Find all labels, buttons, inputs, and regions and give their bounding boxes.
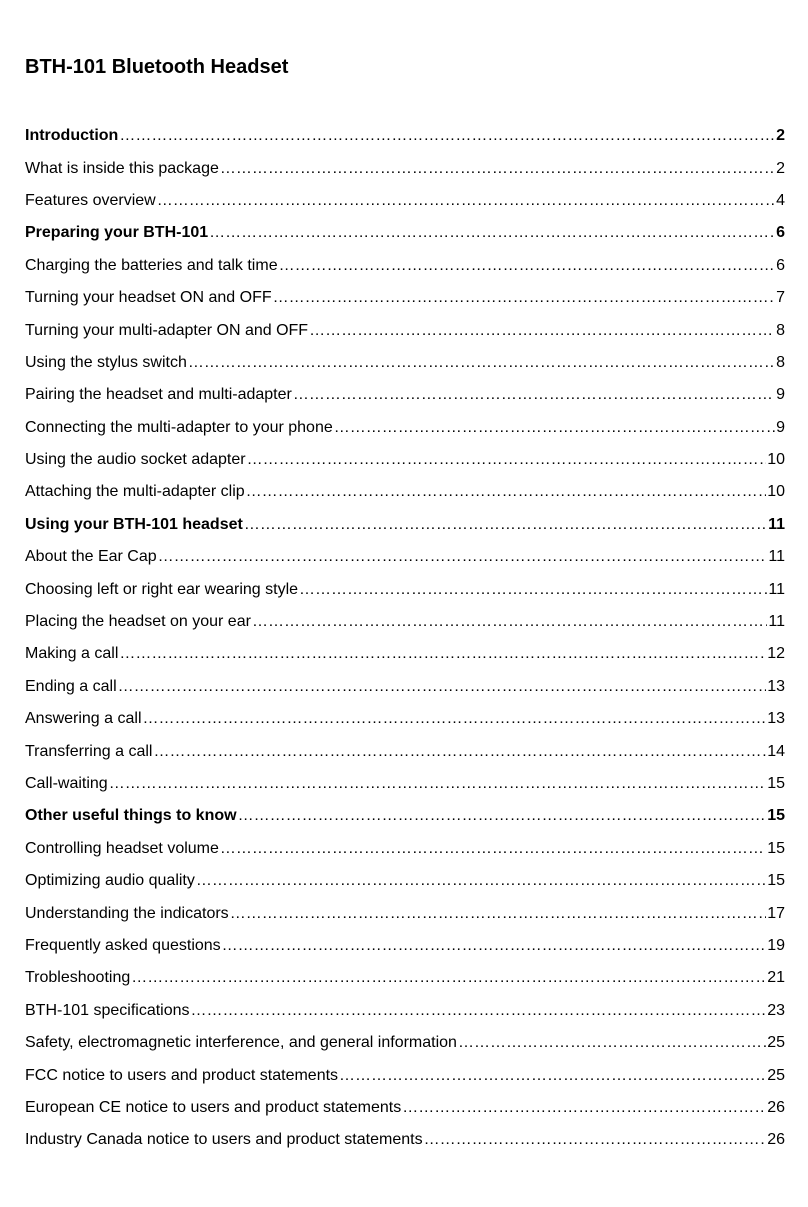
toc-entry[interactable] [25,995,785,1027]
toc-leader-dots [279,257,776,275]
toc-entry-label: Features overview [25,191,156,209]
toc-leader-dots [143,710,767,728]
toc-entry[interactable] [25,833,785,865]
toc-entry[interactable] [25,1027,785,1059]
toc-leader-dots [299,581,767,599]
toc-entry-label: Choosing left or right ear wearing style [25,580,299,598]
toc-entry-page-number: 4 [776,191,785,209]
toc-entry-label: Charging the batteries and talk time [25,256,278,274]
toc-entry[interactable] [25,962,785,994]
toc-entry-label: BTH-101 specifications [25,1001,190,1019]
toc-entry-page-number: 10 [767,483,785,501]
toc-entry-label: Using your BTH-101 headset [25,515,243,533]
toc-leader-dots [220,840,766,858]
toc-entry[interactable] [25,930,785,962]
toc-leader-dots [118,678,767,696]
toc-entry-page-number: 15 [767,807,785,825]
toc-leader-dots [222,937,767,955]
toc-entry-label: Introduction [25,127,119,145]
toc-entry-label: Preparing your BTH-101 [25,224,209,242]
toc-entry-page-number: 13 [767,677,785,695]
toc-entry[interactable] [25,282,785,314]
toc-entry-page-number: 11 [768,548,785,566]
toc-leader-dots [309,322,775,340]
toc-entry[interactable] [25,314,785,346]
toc-entry-page-number: 9 [776,386,785,404]
toc-leader-dots [252,613,767,631]
toc-entry[interactable] [25,735,785,767]
toc-leader-dots [238,807,767,825]
toc-entry-label: Turning your headset ON and OFF [25,289,272,307]
toc-entry-label: Turning your multi-adapter ON and OFF [25,321,309,339]
toc-entry-label: Optimizing audio quality [25,872,195,890]
toc-leader-dots [158,548,768,566]
document-title: BTH-101 Bluetooth Headset [25,56,289,78]
toc-entry-label: Transferring a call [25,742,153,760]
toc-entry-label: About the Ear Cap [25,548,157,566]
toc-entry-page-number: 7 [776,289,785,307]
toc-leader-dots [334,419,775,437]
toc-entry[interactable] [25,897,785,929]
toc-entry-label: Safety, electromagnetic interference, and general information [25,1034,457,1052]
toc-entry-page-number: 8 [776,321,785,339]
toc-entry-label: Connecting the multi-adapter to your phone [25,418,333,436]
toc-section-entry[interactable] [25,120,785,152]
toc-leader-dots [191,1002,767,1020]
toc-entry-label: Trobleshooting [25,969,131,987]
toc-entry-page-number: 26 [767,1131,785,1149]
toc-entry[interactable] [25,638,785,670]
toc-entry-label: European CE notice to users and product statements [25,1098,402,1116]
toc-entry-label: Other useful things to know [25,807,237,825]
toc-entry-page-number: 2 [776,159,785,177]
toc-entry-page-number: 6 [776,256,785,274]
toc-leader-dots [153,743,766,761]
toc-leader-dots [119,645,766,663]
toc-entry-label: Attaching the multi-adapter clip [25,483,245,501]
toc-entry[interactable] [25,250,785,282]
toc-section-entry[interactable] [25,800,785,832]
toc-entry-page-number: 11 [768,515,785,533]
toc-entry-page-number: 17 [767,904,785,922]
toc-leader-dots [273,289,775,307]
toc-entry-label: Placing the headset on your ear [25,613,251,631]
toc-entry[interactable] [25,768,785,800]
toc-leader-dots [424,1131,767,1149]
toc-entry[interactable] [25,1124,785,1156]
toc-entry-page-number: 21 [767,969,785,987]
toc-entry-label: Ending a call [25,677,117,695]
toc-entry-label: Pairing the headset and multi-adapter [25,386,292,404]
toc-leader-dots [131,969,766,987]
toc-entry[interactable] [25,606,785,638]
toc-entry-page-number: 15 [767,872,785,890]
toc-entry[interactable] [25,1092,785,1124]
toc-leader-dots [246,483,767,501]
toc-entry-page-number: 13 [767,710,785,728]
toc-entry-label: What is inside this package [25,159,219,177]
toc-section-entry[interactable] [25,509,785,541]
toc-entry-page-number: 12 [767,645,785,663]
toc-entry-page-number: 9 [776,418,785,436]
toc-entry[interactable] [25,671,785,703]
toc-section-entry[interactable] [25,217,785,249]
toc-entry-label: FCC notice to users and product statements [25,1066,339,1084]
toc-leader-dots [209,224,775,242]
toc-entry[interactable] [25,444,785,476]
toc-entry[interactable] [25,476,785,508]
toc-entry-page-number: 23 [767,1001,785,1019]
toc-entry-label: Frequently asked questions [25,936,221,954]
toc-entry[interactable] [25,1059,785,1091]
toc-entry[interactable] [25,412,785,444]
toc-leader-dots [458,1034,766,1052]
toc-entry-label: Industry Canada notice to users and product statements [25,1131,423,1149]
toc-entry-label: Using the audio socket adapter [25,451,246,469]
toc-entry-label: Making a call [25,645,119,663]
toc-entry-page-number: 6 [776,224,785,242]
toc-leader-dots [247,451,767,469]
toc-entry[interactable] [25,185,785,217]
toc-entry[interactable] [25,865,785,897]
toc-entry-page-number: 15 [767,775,785,792]
toc-entry-page-number: 11 [768,580,785,598]
toc-leader-dots [293,386,775,404]
toc-entry-page-number: 26 [767,1098,785,1116]
toc-entry[interactable] [25,347,785,379]
toc-entry-page-number: 2 [776,127,785,145]
toc-leader-dots [402,1099,766,1117]
toc-entry-page-number: 25 [767,1034,785,1052]
toc-entry-page-number: 10 [767,451,785,469]
toc-entry[interactable] [25,573,785,605]
toc-entry-label: Understanding the indicators [25,904,229,922]
toc-entry-label: Using the stylus switch [25,353,187,371]
toc-leader-dots [119,127,775,145]
toc-leader-dots [157,192,775,210]
toc-leader-dots [196,872,766,890]
toc-leader-dots [109,775,767,793]
toc-entry[interactable] [25,152,785,184]
toc-entry-label: Answering a call [25,710,142,728]
toc-leader-dots [188,354,775,372]
toc-entry-page-number: 11 [768,613,785,631]
toc-entry-page-number: 8 [776,353,785,371]
toc-leader-dots [220,160,775,178]
toc-entry-label: Controlling headset volume [25,839,219,857]
toc-entry[interactable] [25,379,785,411]
toc-entry-page-number: 25 [767,1066,785,1084]
toc-leader-dots [230,905,767,923]
toc-entry-page-number: 15 [767,839,785,857]
table-of-contents [25,120,785,1157]
toc-leader-dots [244,516,767,534]
toc-entry-page-number: 19 [767,936,785,954]
toc-entry-label: Call-waiting [25,775,108,792]
toc-entry-page-number: 14 [767,742,785,760]
toc-leader-dots [339,1067,766,1085]
toc-entry[interactable] [25,703,785,735]
toc-entry[interactable] [25,541,785,573]
